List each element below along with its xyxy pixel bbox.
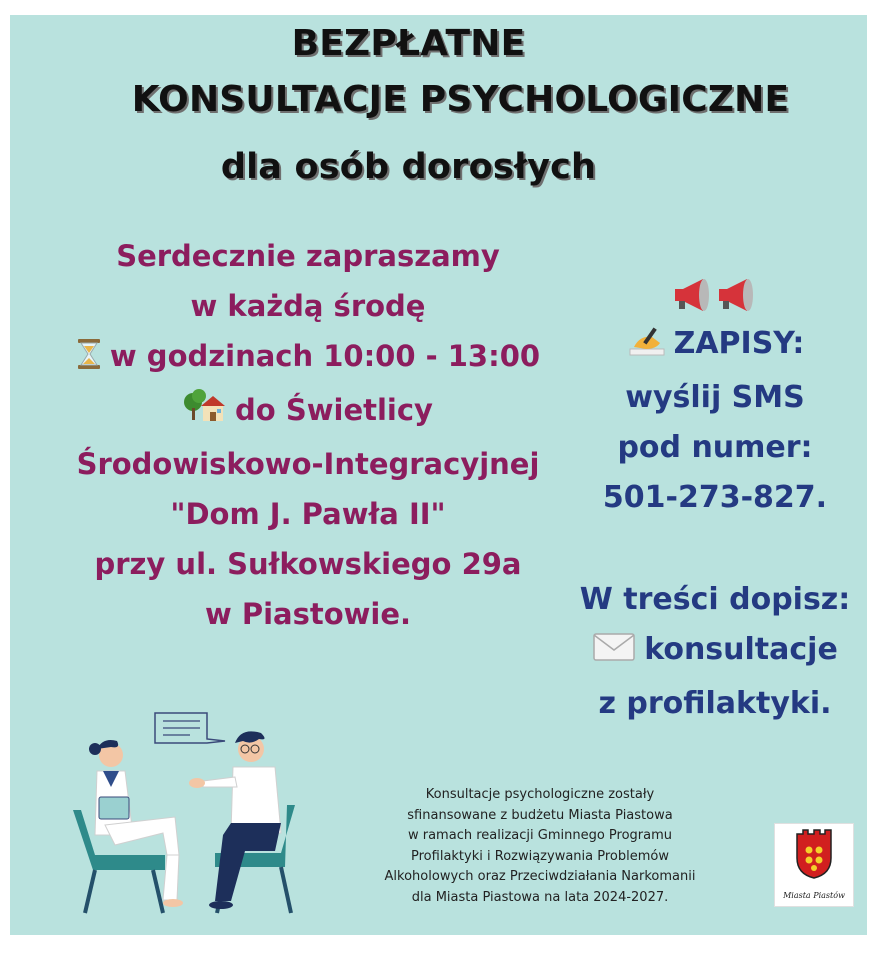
hourglass-icon xyxy=(76,335,102,385)
consultation-illustration xyxy=(55,705,315,915)
logo-caption: Miasta Piastów xyxy=(783,891,845,900)
poster xyxy=(10,15,867,935)
city-logo xyxy=(774,823,854,907)
envelope-icon xyxy=(592,629,636,679)
signup-label-line: ZAPISY: xyxy=(555,319,875,373)
signup-line: pod numer: xyxy=(617,430,813,465)
invitation-block xyxy=(30,231,586,639)
invite-line: przy ul. Sułkowskiego 29a xyxy=(94,547,522,581)
signup-line: wyślij SMS xyxy=(625,380,805,415)
invite-line: Środowiskowo-Integracyjnej xyxy=(76,447,540,481)
city-crest-icon xyxy=(775,824,853,882)
megaphones xyxy=(555,275,875,319)
funding-note: Konsultacje psychologiczne zostały sfinansowane z budżetu Miasta Piastowa w ramach realizacji Gminnego Programu Profilaktyki i Rozwiązywania Problemów Alkoholowych oraz Przeciwdziałania Narkomanii dla Miasta Piastowa na lata 2024-2027. xyxy=(384,787,696,905)
message-block xyxy=(555,575,875,729)
invite-hours-line: w godzinach 10:00 - 13:00 xyxy=(30,331,586,385)
message-line: z profilaktyki. xyxy=(598,686,832,721)
megaphone-icon xyxy=(671,288,759,323)
headline-audience: dla osób dorosłych xyxy=(220,147,597,187)
headline-free: BEZPŁATNE xyxy=(291,23,526,64)
signup-block xyxy=(555,275,875,523)
invite-line: w Piastowie. xyxy=(204,597,412,631)
message-keyword-line: konsultacje xyxy=(555,625,875,679)
house-icon xyxy=(183,388,227,439)
invite-line: "Dom J. Pawła II" xyxy=(170,497,446,531)
message-line: W treści dopisz: xyxy=(579,582,851,617)
phone-number: 501-273-827. xyxy=(602,480,828,515)
invite-line: w każdą środę xyxy=(190,289,426,323)
headline-consultations: KONSULTACJE PSYCHOLOGICZNE xyxy=(131,79,790,120)
invite-line: Serdecznie zapraszamy xyxy=(116,239,500,273)
invite-place-line: do Świetlicy xyxy=(30,385,586,439)
writing-hand-icon xyxy=(626,323,666,373)
